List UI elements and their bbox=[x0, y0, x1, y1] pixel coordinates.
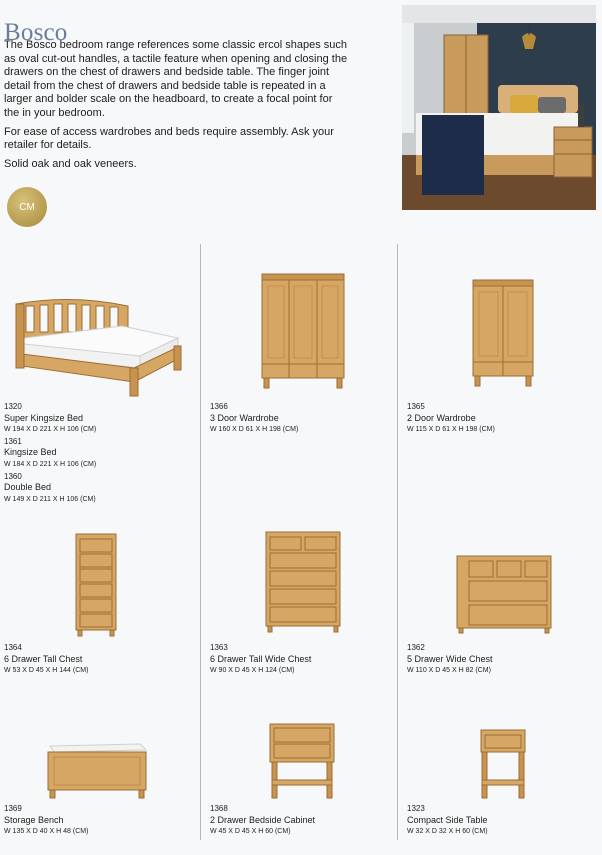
product-name: 3 Door Wardrobe bbox=[210, 412, 279, 423]
tall-wide-chest-caption bbox=[210, 642, 400, 677]
product-dimensions: W 149 X D 211 X H 106 (CM) bbox=[4, 495, 96, 503]
product-wide-chest bbox=[407, 530, 597, 680]
tall-wide-chest-image bbox=[264, 530, 344, 634]
product-tall-wide-chest bbox=[210, 530, 400, 680]
wardrobe-2-door-image bbox=[471, 276, 537, 392]
product-code: 1320 bbox=[4, 402, 22, 411]
product-3-door-wardrobe bbox=[210, 244, 400, 444]
wardrobe-3-door-image bbox=[260, 270, 348, 394]
material-note: Solid oak and oak veneers. bbox=[4, 157, 137, 170]
product-dimensions: W 184 X D 221 X H 106 (CM) bbox=[4, 460, 97, 468]
product-dimensions: W 53 X D 45 X H 144 (CM) bbox=[4, 667, 89, 675]
product-dimensions: W 135 X D 40 X H 48 (CM) bbox=[4, 828, 89, 836]
wide-chest-caption bbox=[407, 642, 597, 677]
product-code: 1323 bbox=[407, 804, 425, 813]
bedroom-photo bbox=[402, 5, 596, 210]
product-dimensions: W 110 X D 45 X H 82 (CM) bbox=[407, 667, 491, 675]
compact-side-table-image bbox=[479, 728, 529, 802]
product-code: 1361 bbox=[4, 436, 22, 446]
product-code: 1366 bbox=[210, 402, 228, 411]
product-code: 1363 bbox=[210, 643, 228, 652]
product-name: 6 Drawer Tall Wide Chest bbox=[210, 653, 312, 664]
product-dimensions: W 160 X D 61 X H 198 (CM) bbox=[210, 426, 299, 434]
product-tall-chest bbox=[4, 530, 194, 680]
wardrobe-2-caption bbox=[407, 401, 597, 436]
storage-bench-caption bbox=[4, 803, 194, 838]
wide-chest-image bbox=[455, 552, 555, 634]
intro-paragraph: The Bosco bedroom range references some classic ercol shapes such as oval cut-out handles, a tactile feature when opening and closing the drawers on the chest of drawers and bedside table. The finger joint detail from the chest of drawers and bedside table is repeated in a larger and bolder scale on the headboard, to create a focal point for the in your bedroom. bbox=[4, 39, 348, 119]
intro-text bbox=[4, 39, 349, 176]
product-bedside-cabinet bbox=[210, 718, 400, 838]
bedside-cabinet-caption bbox=[210, 803, 400, 838]
column-divider bbox=[200, 244, 201, 840]
tall-chest-image bbox=[74, 532, 120, 638]
product-code: 1369 bbox=[4, 804, 22, 813]
storage-bench-image bbox=[44, 740, 150, 802]
product-dimensions: W 90 X D 45 X H 124 (CM) bbox=[210, 667, 295, 675]
tall-chest-caption bbox=[4, 642, 194, 677]
product-name: Double Bed bbox=[4, 482, 52, 493]
bed-captions bbox=[4, 401, 194, 505]
product-name: Storage Bench bbox=[4, 814, 64, 825]
product-storage-bench bbox=[4, 718, 194, 838]
product-beds bbox=[4, 244, 194, 514]
page-title: Bosco bbox=[4, 18, 68, 46]
product-name: 2 Drawer Bedside Cabinet bbox=[210, 814, 316, 825]
compact-side-table-caption bbox=[407, 803, 597, 838]
wardrobe-3-caption bbox=[210, 401, 400, 436]
product-dimensions: W 32 X D 32 X H 60 (CM) bbox=[407, 828, 488, 836]
product-compact-side-table bbox=[407, 718, 597, 838]
unit-badge: CM bbox=[7, 187, 47, 227]
product-code: 1365 bbox=[407, 402, 425, 411]
product-name: 6 Drawer Tall Chest bbox=[4, 653, 83, 664]
product-code: 1362 bbox=[407, 643, 425, 652]
product-dimensions: W 45 X D 45 X H 60 (CM) bbox=[210, 828, 291, 836]
assembly-note: For ease of access wardrobes and beds require assembly. Ask your retailer for details. bbox=[4, 125, 334, 152]
product-code: 1360 bbox=[4, 471, 22, 481]
bed-image bbox=[12, 296, 184, 400]
bedside-cabinet-image bbox=[268, 722, 338, 802]
product-dimensions: W 115 X D 61 X H 198 (CM) bbox=[407, 426, 495, 434]
product-name: 5 Drawer Wide Chest bbox=[407, 653, 493, 664]
product-name: Kingsize Bed bbox=[4, 447, 57, 458]
product-name: 2 Door Wardrobe bbox=[407, 412, 476, 423]
product-2-door-wardrobe bbox=[407, 244, 597, 444]
product-name: Super Kingsize Bed bbox=[4, 412, 84, 423]
product-dimensions: W 194 X D 221 X H 106 (CM) bbox=[4, 426, 97, 434]
product-code: 1364 bbox=[4, 643, 22, 652]
product-code: 1368 bbox=[210, 804, 228, 813]
product-name: Compact Side Table bbox=[407, 814, 488, 825]
